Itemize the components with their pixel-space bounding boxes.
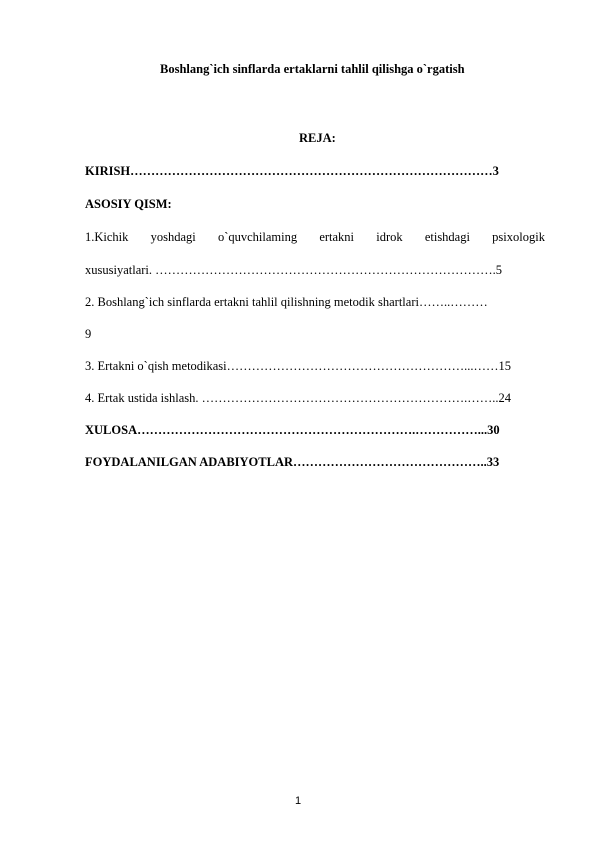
page-number: 1 [294, 795, 302, 807]
toc-main-heading: ASOSIY QISM: [85, 197, 172, 211]
toc-item-1-word: 1.Kichik [85, 230, 129, 244]
toc-item-1 [85, 230, 545, 245]
toc-item-1-continuation: xususiyatlari. ……………………………………………………………………….5 [85, 263, 503, 277]
toc-item-1-word: o`quvchilaming [217, 230, 298, 244]
toc-references: FOYDALANILGAN ADABIYOTLAR………………………………………..33 [85, 455, 500, 469]
toc-item-1-word: idrok [376, 230, 403, 244]
toc-item-1-word: yoshdagi [150, 230, 196, 244]
plan-heading: REJA: [299, 131, 336, 145]
document-title: Boshlang`ich sinflarda ertaklarni tahlil qilishga o`rgatish [160, 62, 465, 76]
toc-item-1-word: ertakni [319, 230, 355, 244]
toc-item-1-word: etishdagi [424, 230, 470, 244]
toc-item-2: 2. Boshlang`ich sinflarda ertakni tahlil qilishning metodik shartlari……..……… [85, 295, 488, 309]
toc-intro: KIRISH……………………………………………………………………………3 [85, 164, 499, 178]
toc-item-1-word: psixologik [492, 230, 545, 244]
toc-item-3: 3. Ertakni o`qish metodikasi…………………………………………………...……15 [85, 359, 512, 373]
toc-item-2-page: 9 [85, 327, 92, 341]
toc-conclusion: XULOSA………………………………………………………….……………...30 [85, 423, 500, 437]
toc-item-4: 4. Ertak ustida ishlash. ……………………………………………………….……..24 [85, 391, 512, 405]
